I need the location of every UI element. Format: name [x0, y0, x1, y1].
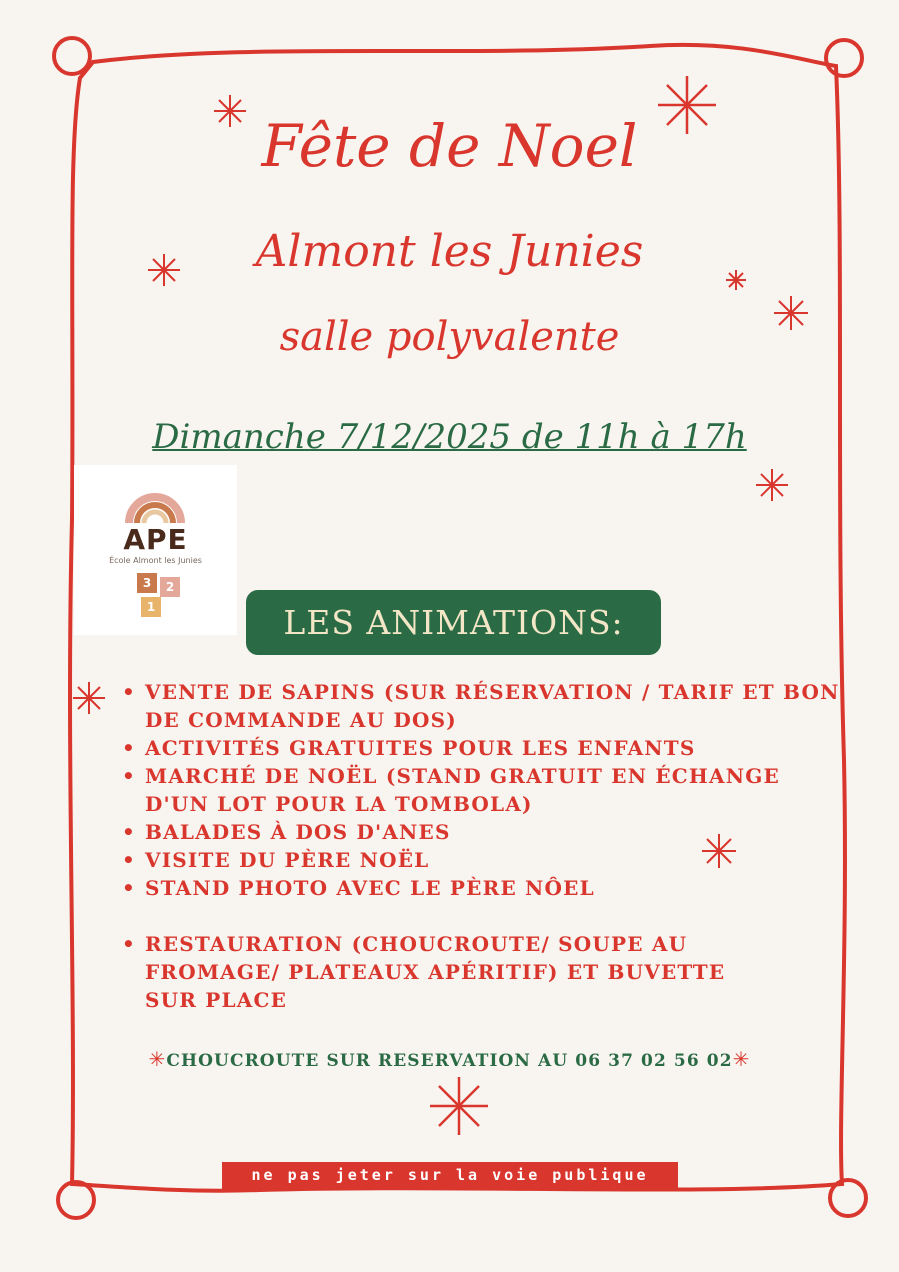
animations-list: [122, 678, 842, 1014]
footer-note: ne pas jeter sur la voie publique: [222, 1162, 678, 1189]
animations-heading: LES ANIMATIONS:: [246, 590, 661, 655]
snowflake-icon: ✳: [732, 1047, 751, 1071]
rainbow-icon: [125, 483, 185, 523]
block-1: 1: [141, 597, 161, 617]
snowflake-icon: ✳: [148, 1047, 167, 1071]
list-item: • MARCHÉ DE NOËL (STAND GRATUIT EN ÉCHANGE D'UN LOT POUR LA TOMBOLA): [122, 762, 842, 818]
list-item: • STAND PHOTO AVEC LE PÈRE NÔEL: [122, 874, 842, 902]
reservation-text: CHOUCROUTE SUR RESERVATION AU 06 37 02 56 02: [166, 1051, 733, 1071]
block-3: 3: [137, 573, 157, 593]
list-item: • VISITE DU PÈRE NOËL: [122, 846, 842, 874]
reservation-note: [0, 1047, 899, 1071]
list-item: • VENTE DE SAPINS (SUR RÉSERVATION / TARIF ET BON DE COMMANDE AU DOS): [122, 678, 842, 734]
list-item: • RESTAURATION (CHOUCROUTE/ SOUPE AU FROMAGE/ PLATEAUX APÉRITIF) ET BUVETTE SUR PLACE: [122, 930, 842, 1014]
ape-acronym: APE: [123, 523, 188, 556]
snowflake-icon: [754, 467, 790, 503]
ape-logo: [74, 465, 237, 635]
ape-school-name: École Almont les Junies: [109, 556, 202, 565]
snowflake-icon: [428, 1075, 490, 1137]
list-item: • ACTIVITÉS GRATUITES POUR LES ENFANTS: [122, 734, 842, 762]
event-venue: salle polyvalente: [279, 314, 620, 360]
list-item: • BALADES À DOS D'ANES: [122, 818, 842, 846]
event-date: Dimanche 7/12/2025 de 11h à 17h: [152, 417, 747, 457]
snowflake-icon: [71, 680, 107, 716]
event-title: Fête de Noel: [261, 112, 638, 180]
event-town: Almont les Junies: [255, 226, 644, 277]
block-2: 2: [160, 577, 180, 597]
